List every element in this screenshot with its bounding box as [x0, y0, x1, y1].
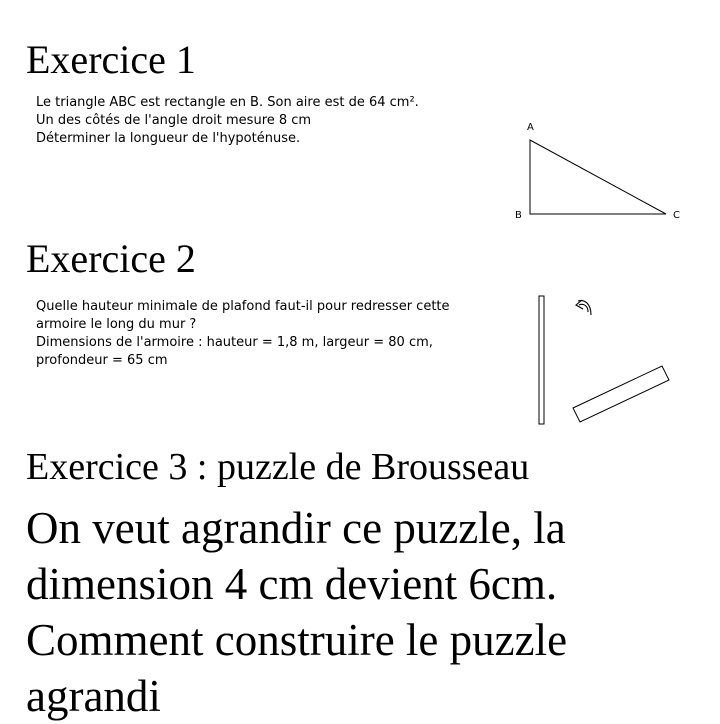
- statement-line: Un des côtés de l'angle droit mesure 8 cm: [36, 113, 312, 128]
- statement-line: Le triangle ABC est rectangle en B. Son aire est de 64 cm².: [36, 95, 419, 110]
- vertex-label-b: B: [515, 210, 522, 221]
- rotate-arrow-icon: [576, 300, 591, 315]
- body-line: dimension 4 cm devient 6cm.: [26, 559, 558, 609]
- statement-line: Déterminer la longueur de l'hypoténuse.: [36, 131, 301, 146]
- exercise-3-body: [26, 500, 567, 724]
- exercise-3-title: Exercice 3 : puzzle de Brousseau: [26, 446, 530, 488]
- statement-line: Dimensions de l'armoire : hauteur = 1,8 m, largeur = 80 cm,: [36, 335, 433, 350]
- exercise-2-statement: [36, 298, 450, 370]
- statement-line: profondeur = 65 cm: [36, 353, 168, 368]
- wardrobe-tilted: [573, 366, 669, 422]
- body-line: On veut agrandir ce puzzle, la: [26, 503, 566, 553]
- statement-line: Quelle hauteur minimale de plafond faut-il pour redresser cette: [36, 299, 450, 314]
- body-line: Comment construire le puzzle: [26, 615, 568, 665]
- vertex-label-a: A: [527, 122, 534, 133]
- exercise-1-title: Exercice 1: [26, 37, 196, 82]
- exercise-2-title: Exercice 2: [26, 236, 196, 281]
- wardrobe-upright: [539, 296, 544, 424]
- body-line: agrandi: [26, 671, 161, 721]
- statement-line: armoire le long du mur ?: [36, 317, 197, 332]
- right-triangle-abc: [530, 140, 666, 214]
- vertex-label-c: C: [673, 210, 680, 221]
